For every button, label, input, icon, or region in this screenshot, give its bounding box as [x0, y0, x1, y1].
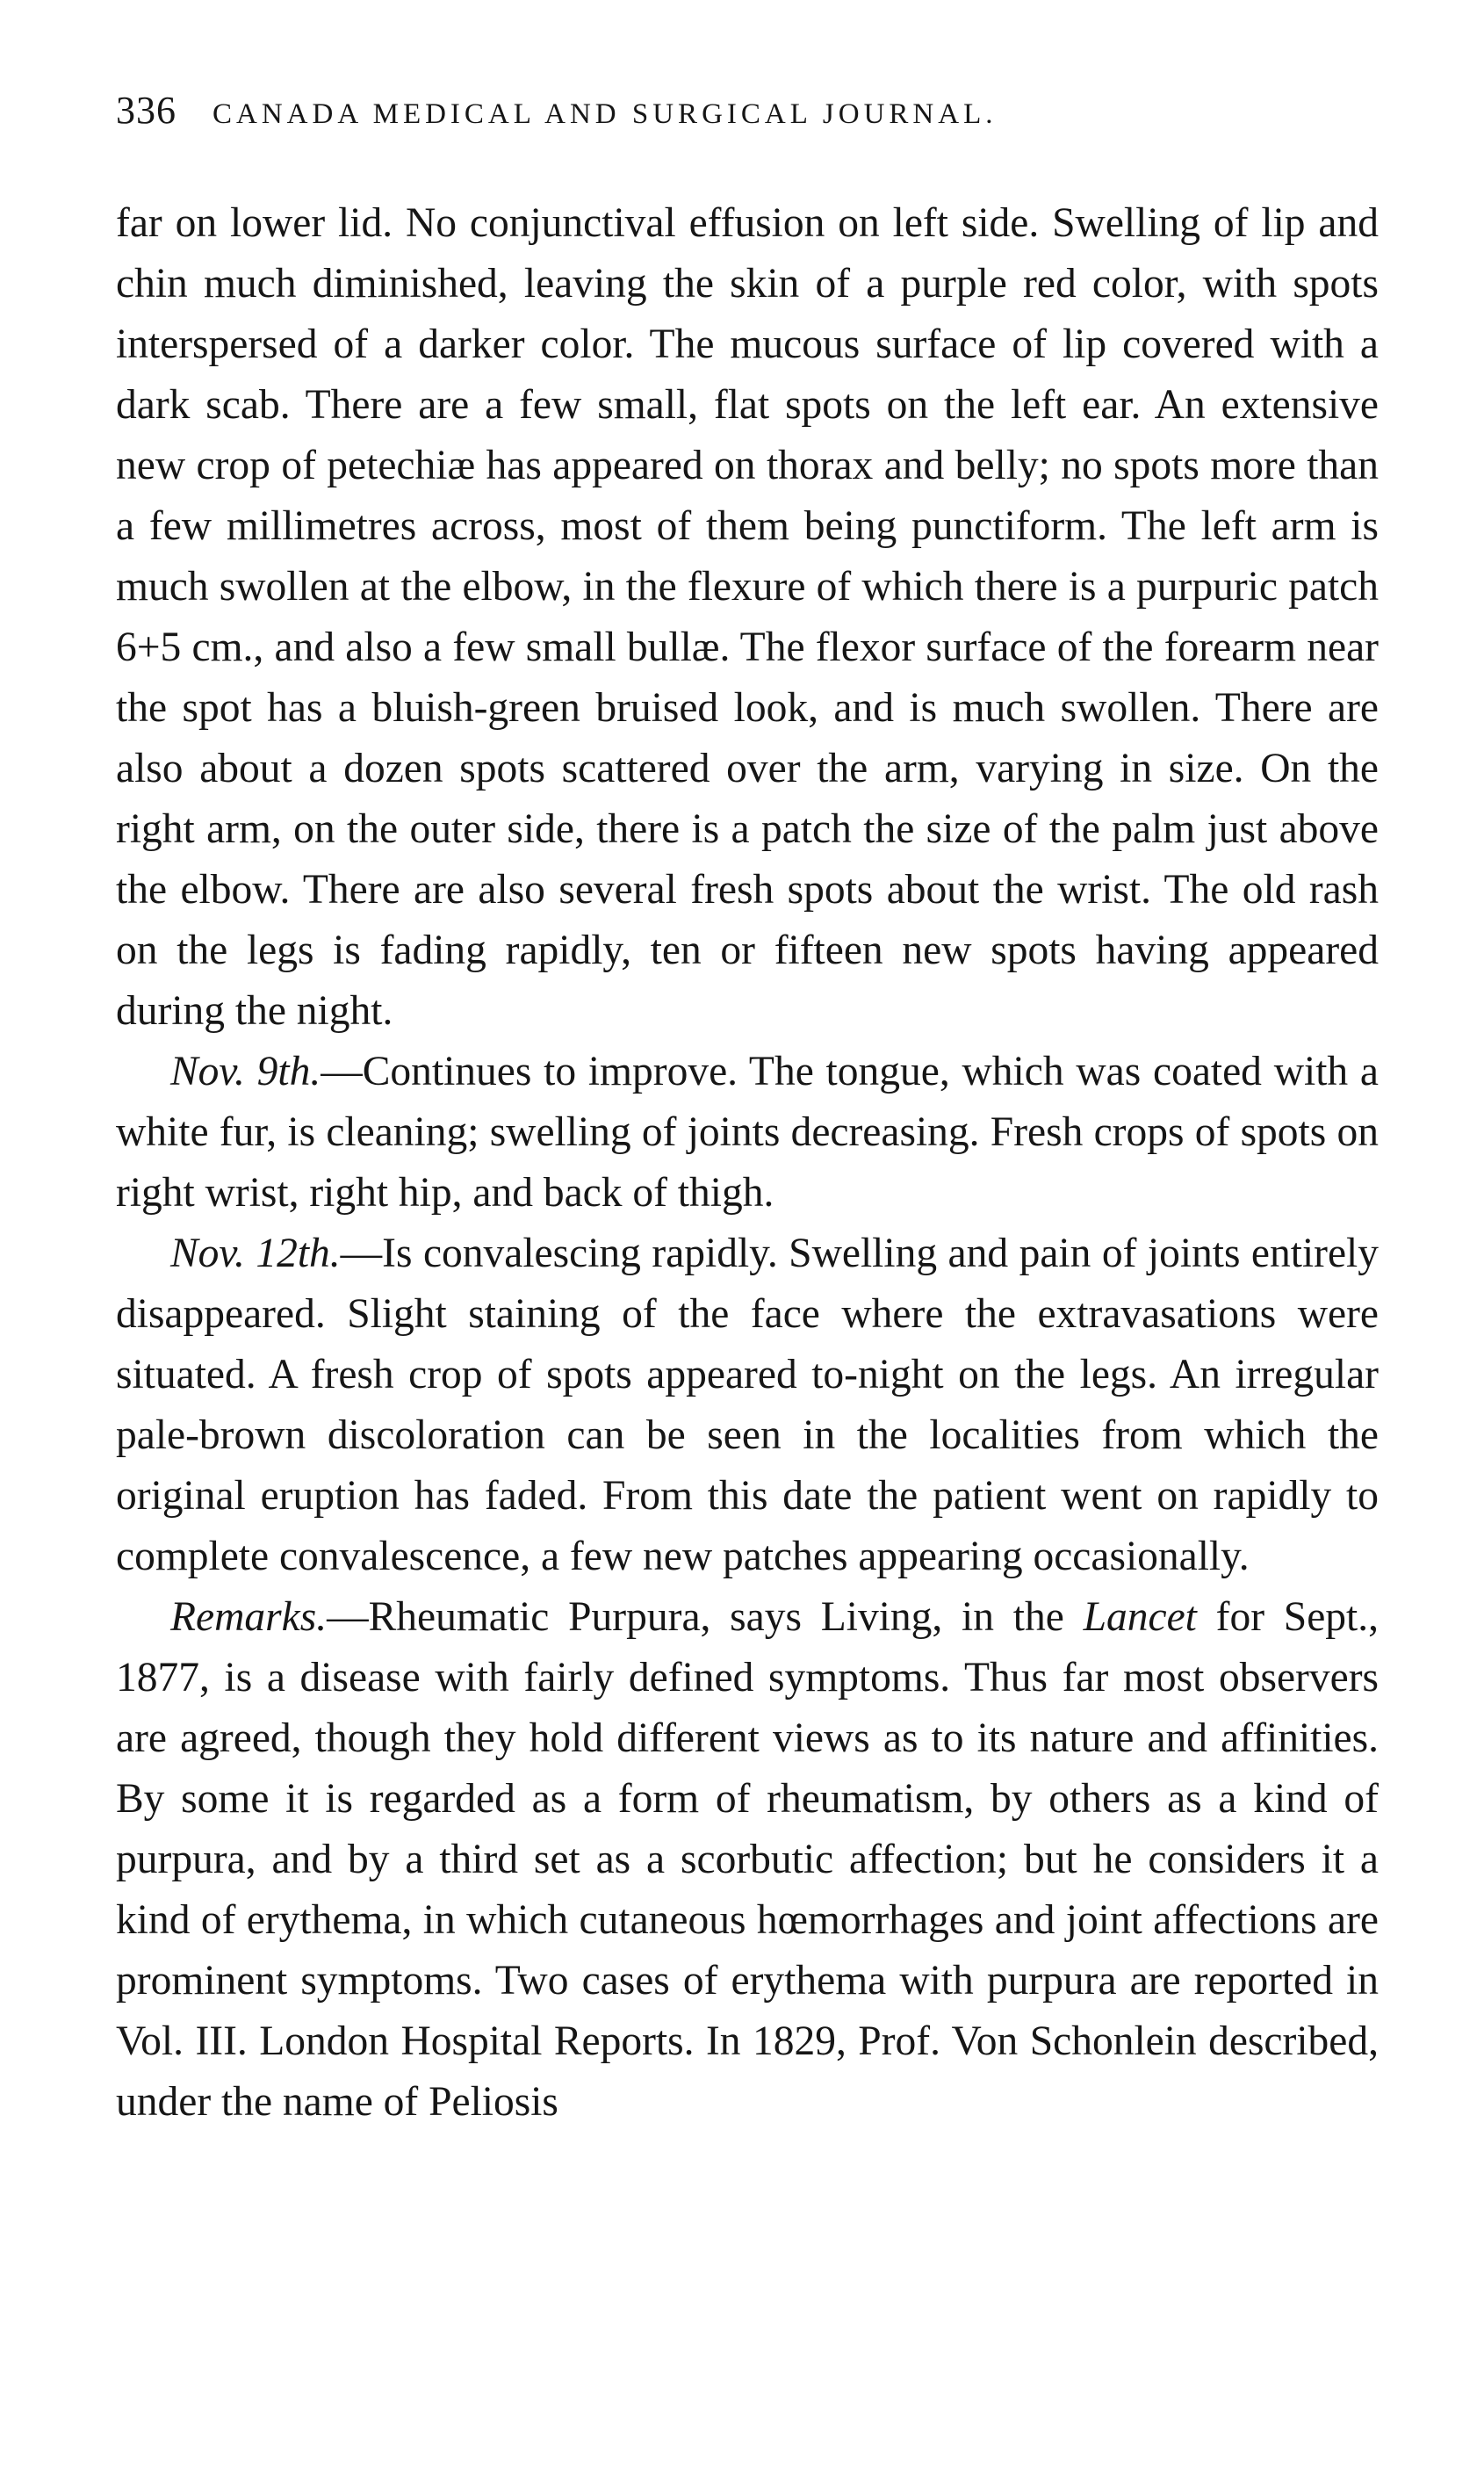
- paragraph-nov-9: [116, 1042, 1379, 1224]
- paragraph-text: —Continues to improve. The tongue, which was coated with a white fur, is cleaning; swelling of joints decreasing. Fresh crops of spots on right wrist, right hip, and back of thigh.: [116, 1049, 1379, 1216]
- journal-title: CANADA MEDICAL AND SURGICAL JOURNAL.: [213, 98, 998, 130]
- paragraph-text: —Is convalescing rapidly. Swelling and pain of joints entirely disappeared. Slight staining of the face where the extravasations were situated. A fresh crop of spots appeared to-night on the legs. An irregular pale-brown discoloration can be seen in the localities from which the original eruption has faded. From this date the patient went on rapidly to complete convalescence, a few new patches appearing occasionally.: [116, 1231, 1380, 1579]
- paragraph-text: —Rheumatic Purpura, says Living, in the: [327, 1594, 1084, 1640]
- paragraph-text: far on lower lid. No conjunctival effusion on left side. Swelling of lip and chin much diminished, leaving the skin of a purple red color, with spots interspersed of a darker color. The mucous surface of lip covered with a dark scab. There are a few small, flat spots on the left ear. An extensive new crop of petechiæ has appeared on thorax and belly; no spots more than a few millimetres across, most of them being punctiform. The left arm is much swollen at the elbow, in the flexure of which there is a purpuric patch 6+5 cm., and also a few small bullæ. The flexor surface of the forearm near the spot has a bluish-green bruised look, and is much swollen. There are also about a dozen spots scattered over the arm, varying in size. On the right arm, on the outer side, there is a patch the size of the palm just above the elbow. There are also several fresh spots about the wrist. The old rash on the legs is fading rapidly, ten or fifteen new spots having appeared during the night.: [116, 200, 1379, 1034]
- remarks-heading: Remarks.: [170, 1594, 328, 1640]
- paragraph-case-notes: [116, 193, 1379, 1042]
- page-number: 336: [116, 89, 176, 132]
- date-heading: Nov. 9th.: [170, 1049, 321, 1094]
- body-text: [116, 193, 1379, 2133]
- paragraph-nov-12: [116, 1224, 1379, 1587]
- running-head: [116, 88, 1379, 158]
- paragraph-remarks: [116, 1587, 1379, 2133]
- journal-citation: Lancet: [1083, 1594, 1197, 1640]
- paragraph-text-continued: for Sept., 1877, is a disease with fairly defined symptoms. Thus far most observers are agreed, though they hold different views as to its nature and affinities. By some it is regarded as a form of rheumatism, by others as a kind of purpura, and by a third set as a scorbutic affection; but he considers it a kind of erythema, in which cutaneous hœmorrhages and joint affections are prominent symptoms. Two cases of erythema with purpura are reported in Vol. III. London Hospital Reports. In 1829, Prof. Von Schonlein described, under the name of Peliosis: [116, 1594, 1379, 2125]
- date-heading: Nov. 12th.: [170, 1231, 341, 1276]
